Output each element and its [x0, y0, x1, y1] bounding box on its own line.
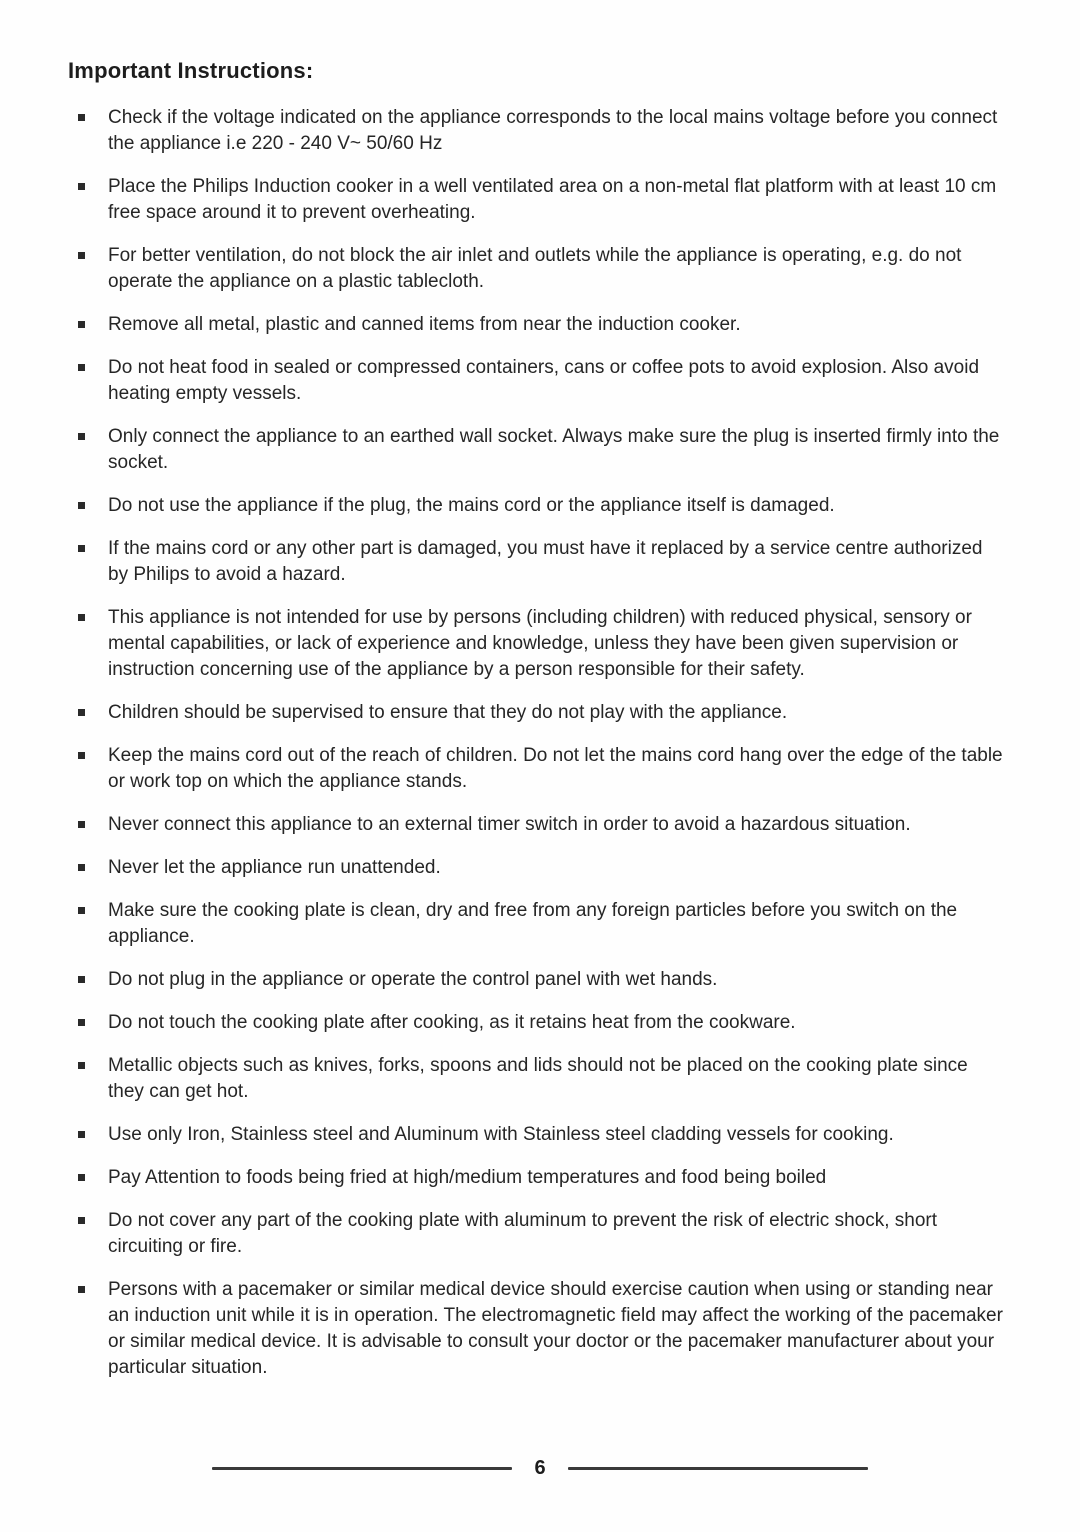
bullet-square-icon	[78, 614, 85, 621]
instruction-text: Metallic objects such as knives, forks, spoons and lids should not be placed on the cooking plate since they can get hot.	[108, 1055, 968, 1102]
instruction-text: Remove all metal, plastic and canned items from near the induction cooker.	[108, 314, 741, 335]
page-footer	[0, 1458, 1080, 1478]
instruction-text: Do not cover any part of the cooking plate with aluminum to prevent the risk of electric shock, short circuiting or fire.	[108, 1210, 938, 1257]
instruction-text: Never let the appliance run unattended.	[108, 857, 441, 878]
footer-rule-right	[568, 1467, 868, 1470]
bullet-square-icon	[78, 1019, 85, 1026]
bullet-square-icon	[78, 709, 85, 716]
bullet-square-icon	[78, 1174, 85, 1181]
instruction-item	[68, 1277, 1020, 1381]
instruction-text: This appliance is not intended for use by persons (including children) with reduced physical, sensory or mental capabilities, or lack of experience and knowledge, unless they have been given supervision or instruction concerning use of the appliance by a person responsible for their safety.	[108, 607, 972, 680]
instruction-item	[68, 1053, 1020, 1105]
bullet-square-icon	[78, 976, 85, 983]
bullet-square-icon	[78, 821, 85, 828]
instruction-text: Never connect this appliance to an external timer switch in order to avoid a hazardous situation.	[108, 814, 911, 835]
instruction-text: For better ventilation, do not block the air inlet and outlets while the appliance is operating, e.g. do not operate the appliance on a plastic tablecloth.	[108, 245, 962, 292]
instruction-text: Place the Philips Induction cooker in a well ventilated area on a non-metal flat platform with at least 10 cm free space around it to prevent overheating.	[108, 176, 997, 223]
instruction-text: Do not use the appliance if the plug, the mains cord or the appliance itself is damaged.	[108, 495, 835, 516]
bullet-square-icon	[78, 502, 85, 509]
bullet-square-icon	[78, 907, 85, 914]
bullet-square-icon	[78, 752, 85, 759]
instruction-item	[68, 743, 1020, 795]
instruction-item	[68, 1208, 1020, 1260]
bullet-square-icon	[78, 433, 85, 440]
bullet-square-icon	[78, 321, 85, 328]
bullet-square-icon	[78, 1131, 85, 1138]
bullet-square-icon	[78, 114, 85, 121]
instruction-text: Do not plug in the appliance or operate the control panel with wet hands.	[108, 969, 718, 990]
bullet-square-icon	[78, 864, 85, 871]
instruction-text: Only connect the appliance to an earthed wall socket. Always make sure the plug is inserted firmly into the socket.	[108, 426, 1000, 473]
instruction-text: If the mains cord or any other part is damaged, you must have it replaced by a service centre authorized by Philips to avoid a hazard.	[108, 538, 983, 585]
bullet-square-icon	[78, 545, 85, 552]
page-title: Important Instructions:	[68, 58, 314, 83]
bullet-square-icon	[78, 1062, 85, 1069]
instruction-item	[68, 855, 1020, 881]
instruction-item	[68, 812, 1020, 838]
instruction-text: Make sure the cooking plate is clean, dry and free from any foreign particles before you switch on the appliance.	[108, 900, 958, 947]
instruction-item	[68, 605, 1020, 683]
instruction-item	[68, 355, 1020, 407]
instruction-text: Use only Iron, Stainless steel and Aluminum with Stainless steel cladding vessels for cooking.	[108, 1124, 894, 1145]
instruction-item	[68, 1165, 1020, 1191]
bullet-square-icon	[78, 364, 85, 371]
instructions-list	[68, 105, 1020, 1381]
instruction-text: Pay Attention to foods being fried at high/medium temperatures and food being boiled	[108, 1167, 827, 1188]
instruction-text: Do not touch the cooking plate after cooking, as it retains heat from the cookware.	[108, 1012, 796, 1033]
bullet-square-icon	[78, 252, 85, 259]
instruction-item	[68, 243, 1020, 295]
instruction-item	[68, 493, 1020, 519]
instruction-text: Check if the voltage indicated on the appliance corresponds to the local mains voltage before you connect the appliance i.e 220 - 240 V~ 50/60 Hz	[108, 107, 998, 154]
bullet-square-icon	[78, 1286, 85, 1293]
instruction-item	[68, 1010, 1020, 1036]
instruction-text: Persons with a pacemaker or similar medical device should exercise caution when using or standing near an induction unit while it is in operation. The electromagnetic field may affect the working of the pacemaker or similar medical device. It is advisable to consult your doctor or the pacemaker manufacturer about your particular situation.	[108, 1279, 1003, 1378]
instruction-item	[68, 312, 1020, 338]
instruction-text: Children should be supervised to ensure that they do not play with the appliance.	[108, 702, 788, 723]
instruction-item	[68, 700, 1020, 726]
instruction-item	[68, 967, 1020, 993]
footer-rule-left	[212, 1467, 512, 1470]
instruction-text: Keep the mains cord out of the reach of children. Do not let the mains cord hang over the edge of the table or work top on which the appliance stands.	[108, 745, 1003, 792]
instruction-item	[68, 174, 1020, 226]
instruction-item	[68, 1122, 1020, 1148]
bullet-square-icon	[78, 183, 85, 190]
instruction-item	[68, 105, 1020, 157]
bullet-square-icon	[78, 1217, 85, 1224]
instruction-item	[68, 898, 1020, 950]
instruction-item	[68, 424, 1020, 476]
instruction-item	[68, 536, 1020, 588]
instruction-text: Do not heat food in sealed or compressed containers, cans or coffee pots to avoid explosion. Also avoid heating empty vessels.	[108, 357, 980, 404]
page-number: 6	[534, 1457, 546, 1479]
